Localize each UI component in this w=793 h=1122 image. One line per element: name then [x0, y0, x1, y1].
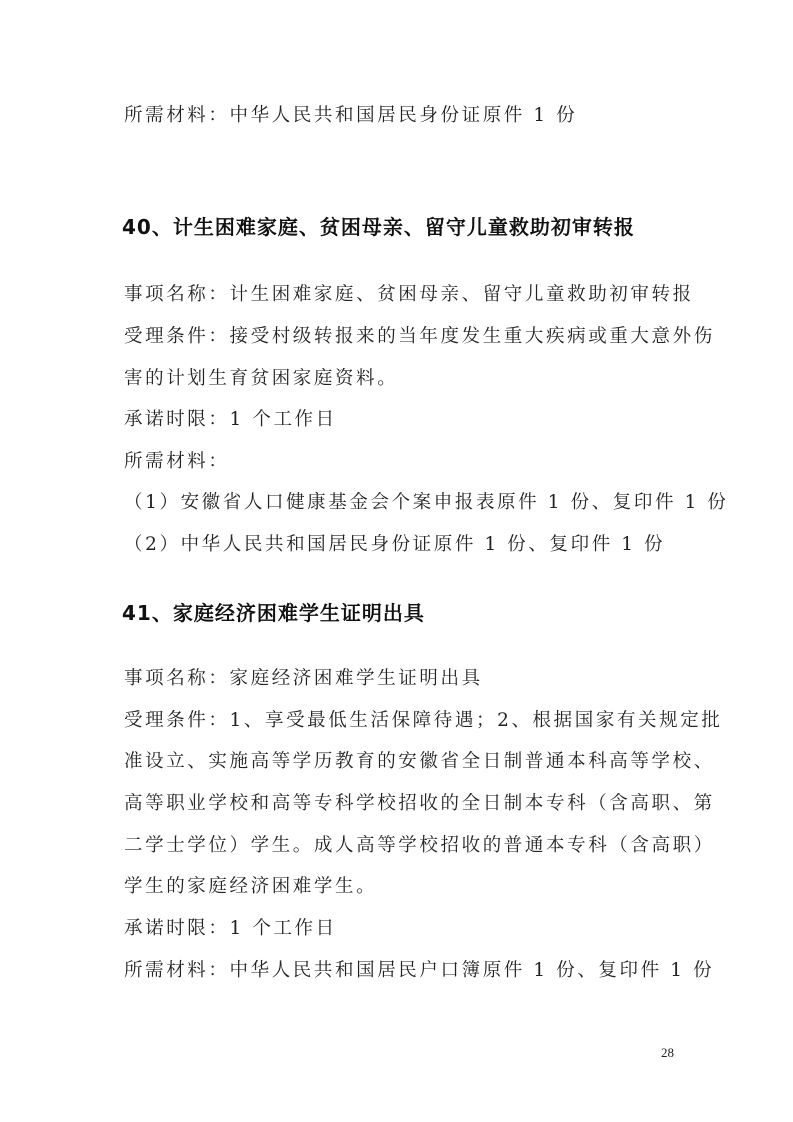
section-40-time-limit: 承诺时限：1 个工作日 — [124, 409, 337, 430]
page-number: 28 — [661, 1045, 674, 1060]
section-40-conditions-line-2: 害的计划生育贫困家庭资料。 — [124, 368, 399, 389]
section-40-materials-label: 所需材料： — [124, 451, 230, 472]
section-41-item-name: 事项名称：家庭经济困难学生证明出具 — [124, 668, 483, 689]
section-41-conditions-line-5: 学生的家庭经济困难学生。 — [124, 876, 378, 897]
section-40-material-1: （1）安徽省人口健康基金会个案申报表原件 1 份、复印件 1 份 — [124, 492, 729, 513]
section-41-conditions-line-1: 受理条件：1、享受最低生活保障待遇；2、根据国家有关规定批 — [124, 710, 723, 731]
top-materials-line: 所需材料：中华人民共和国居民身份证原件 1 份 — [124, 105, 578, 126]
section-41-conditions-line-2: 准设立、实施高等学历教育的安徽省全日制普通本科高等学校、 — [124, 751, 715, 772]
section-40-material-2: （2）中华人民共和国居民身份证原件 1 份、复印件 1 份 — [124, 534, 666, 555]
section-41-conditions-line-3: 高等职业学校和高等专科学校招收的全日制本专科（含高职、第 — [124, 793, 715, 814]
section-40-conditions-line-1: 受理条件：接受村级转报来的当年度发生重大疾病或重大意外伤 — [124, 326, 715, 347]
section-40-heading: 40、计生困难家庭、贫困母亲、留守儿童救助初审转报 — [122, 215, 635, 239]
section-41-conditions-line-4: 二学士学位）学生。成人高等学校招收的普通本专科（含高职） — [124, 835, 715, 856]
section-41-time-limit: 承诺时限：1 个工作日 — [124, 918, 337, 939]
section-41-heading: 41、家庭经济困难学生证明出具 — [122, 601, 425, 625]
section-41-materials: 所需材料：中华人民共和国居民户口簿原件 1 份、复印件 1 份 — [124, 960, 715, 981]
section-40-item-name: 事项名称：计生困难家庭、贫困母亲、留守儿童救助初审转报 — [124, 284, 694, 305]
